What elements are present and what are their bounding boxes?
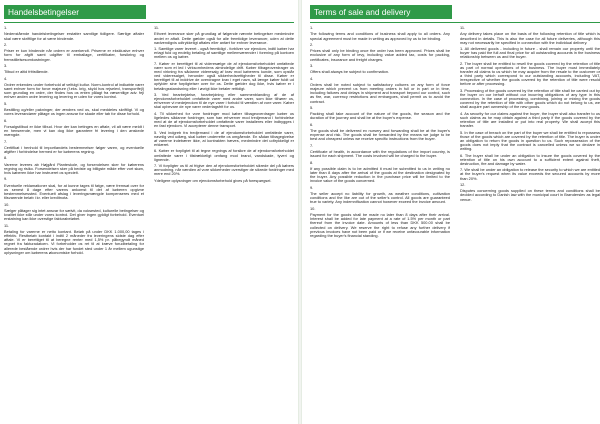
paragraph: Packing shall take account of the nature of the goods, the season and the duration of the journey and shall be at the buyer's expense.: [310, 111, 450, 121]
paragraph: 1. All delivered goods - including in future - shall remain our property until the buyer has paid the full and final price for all outstanding accounts in the business relationship between us and the buyer.: [460, 46, 600, 60]
paragraph: 10.: [310, 205, 316, 211]
paragraph: 7.: [310, 142, 314, 148]
paragraph: Orders shall be noted subject to satisfactory cultures on any form of force majeure which prevent us from meeting orders in full or in part or in time, including failures and delays in shipment and transport beyond our control, such as fire, war, currency restrictions and embargoes, shall permit us to avoid the contract.: [310, 81, 450, 104]
paragraph: 7. Køber er berettiget til at videresælge de af ejendomsforbeholdet omfattede varer som et led i virksomhedens almindelige drift. Køber tilbageoverdrager os med virkning fra sådanne videresalg af krav mod køberens kunde, som opstår ved videresalget, herunder også sikkerhedsrettigheder til disse. Køber er berettiget til at inddrive de overdragne krav i eget navn, så længe køber fuldt ud opfylder sine forpligtelser over for os. Dette gælder dog ikke, hvis køber er i betalingsstandsning eller i øvrigt ikke betaler rettidigt.: [154, 60, 294, 91]
page-title: Terms of sale and delivery: [314, 7, 411, 17]
paragraph: 3.: [310, 62, 314, 68]
paragraph: 3.: [4, 62, 8, 68]
paragraph: Certifikat i henhold til importlandets bestemmelser følger varen, og eventuelle afgifter i forbindelse hermed er for køberens regning.: [4, 144, 144, 155]
paragraph: Varerne leveres ab Højgård Planteskole, og forsendelsen sker for køberens regning og risiko. Forsendelsen sker på bedste og billigste måde efter vort skøn, hvis køberen ikke har instrueret os specielt.: [4, 161, 144, 176]
paragraph: Any delivery takes place on the basis of the following retention of title which is described in details. This is also the case for all future deliveries, although this may not necessarily be specified in connection with the individual delivery.: [460, 31, 600, 45]
paragraph: 7.: [4, 138, 8, 144]
paragraph: 7. Vi forpligter os til at frigive den af ejendomsforbeholdet sikrede del på købers anmodning, når værdien af vore sikkerheder overstiger de sikrede fordringer med mere end 20%.: [154, 163, 294, 177]
paragraph: Sælger påtager sig intet ansvar for sælvit, da voksested, kulturelle betingelser og kvalitet ikke står under vores kontrol. Det giver ingen gyldigt forbehold. Eventuel erstatning kan ikke overstige fakturabeløbet.: [4, 207, 144, 222]
paragraph: Ethvert leverance sker på grundlag af følgende nævnte betingelser medmindre andet er aftalt. Dette gælder også for alle fremtidige leverancer, uden at dette nødvendigvis udtrykkeligt aftales eller anført for enhver leverance.: [154, 31, 294, 45]
paragraph: 4. Til sikkerhed for vore fordringer mod køber tilbageoverdrager køber os ligeledes sådanne fordringer, som han erhverver mod tredjemand i forbindelse med at de af ejendomsforbeholdet omfattede varer installeres eller indbygges i en fast ejendom. Vi accepterer denne transport.: [154, 110, 294, 129]
paragraph: 4.: [4, 75, 8, 81]
paragraph: 10.: [4, 201, 10, 207]
paragraph: 4.: [310, 75, 314, 81]
paragraph: 3. Processing of the goods covered by the retention of title shall be carried out by the buyer on our behalf without our incurring obligations of any type in this connection. In the case of processing, combining, joining or mixing the goods covered by the retention of title with other goods which do not belong to us, we shall acquire part ownership of the new goods.: [460, 87, 600, 110]
paragraph: Tilbud er altid frittstående.: [4, 69, 49, 75]
paragraph: 1.: [310, 26, 314, 30]
paragraph: 5. In the case of breach on the part of the buyer we shall be entitled to repossess those of the goods which are covered by the retention of title. The buyer is under an obligation to return the goods in question to us. Such repossession of the goods does not imply that the contract is cancelled unless we so declare in writing.: [460, 129, 600, 152]
paragraph: 4. As security for our claims against the buyer, the buyer shall also transfer to us such claims as he may obtain against a third party if the goods covered by the retention of title are installed or put into real property. We shall accept this transfer.: [460, 110, 600, 129]
paragraph: 9.: [4, 176, 8, 182]
paragraph: Bestilling og/eller pakninger, der ændres ved os, skal meddeles skriftligt. Vi og vores leverandører påtage os ingen ansvar for skade eller tab for disse forhold.: [4, 107, 144, 117]
paragraph: Ordrer erkendes under forbehold af velfulgt kultur. Norm-kontrol af indkøbte varer samt enhver form for force majeure (f.eks. krig, skyld hos rejselevl, transportfejl) som grundlag en ordre, der findes hos os enten pålagt fra væsentlige adv. fejl enhver anden ordre levering og levering er uden for vores kontrol.: [4, 81, 144, 100]
paragraph: The following terms and conditions of business shall apply to all orders. Any special agreement must be made in writing as approved by us to be binding.: [310, 31, 450, 41]
paragraph: 8.: [4, 155, 8, 161]
page-title-bar: [310, 5, 452, 19]
header-rule: [310, 22, 600, 23]
paragraph: The seller accept no liability for growth, as weather conditions, cultivation conditions and the like are out of the seller's control. All goods are guaranteed true to variety. Any indemnification cannot however exceed the invoice amount.: [310, 191, 450, 205]
paragraph: If any possible claim is to be admitted it must be submitted to us in writing no later than 8 days after the arrival of the goods at the destination designated by the buyer. Any possible reduction in the purchase price will be limited to the invoice value of the goods concerned.: [310, 165, 450, 184]
text-column-left: [310, 26, 450, 420]
paragraph: 2.: [310, 41, 314, 47]
paragraph: Payment for the goods shall be made no later than 8 days after their arrival. Interest shall be added for late payment at a rate of 1.5% per month or part thereof from the invoice date. Amounts of less than DKK 500.00 shall be collected on delivery. We reserve the right to refuse any further delivery if previous invoices have not been paid or if we receive unfavourable information regarding the buyer's financial standing.: [310, 212, 450, 238]
paragraph: 2.: [4, 41, 8, 47]
paragraph: The goods shall be delivered ex nursery and forwarding shall be at the buyer's expense and risk. The goods shall be forwarded by the means we judge to be best and cheapest unless we receive specific instructions from the buyer.: [310, 128, 450, 142]
paragraph: Priser er kun bindende når ordren er anerkendt. Priserne er eksklusive enhver form for afgift samt udgifter til emballage, certifikater, forsikring og fremstillelsesomkostninger.: [4, 48, 144, 62]
danish-terms-page: [0, 0, 298, 424]
paragraph: 11.: [4, 222, 10, 228]
paragraph: 12.: [460, 181, 466, 187]
header-rule: [4, 22, 294, 23]
paragraph: 7. We shall be under an obligation to release the security to which we are entitled at the buyer's request when its value exceeds the secured accounts by more than 20%.: [460, 167, 600, 181]
paragraph: 1. Samtlige varer leveret - også fremtidigt - forbliver vor ejendom, indtil køber har erlagt fuld og endelig betaling af samtlige mellemværender i forening på kontoen mellem os og køber.: [154, 46, 294, 60]
page-title-bar: [4, 5, 146, 19]
paragraph: 9.: [310, 184, 314, 190]
paragraph: 11.: [154, 26, 160, 30]
paragraph: 8.: [310, 159, 314, 165]
paragraph: 1.: [4, 26, 8, 30]
paragraph: Ydeligere oplysninger om ejendomsforbehold gives på forespørgsel.: [154, 177, 272, 183]
paragraph: 5.: [310, 104, 314, 110]
paragraph: Eventuelle reklamationer skal, for at kunne tages til følge, være fremsat over for os senest 8 dage efter varens ankomst til det af køberen opgivne bestemmelsessted. Eventuelt afslag i leveringsmængde kompenseres med et tilsvarende beløb i kr. eller kreditnota.: [4, 182, 144, 201]
paragraph: Disputes concerning goods supplied on these terms and conditions shall be decided according to Danish law with the municipal court in Brønderslev as legal venue.: [460, 188, 600, 202]
text-column-right: [460, 26, 600, 420]
paragraph: 6.: [4, 117, 8, 123]
paragraph: Forsalgstilbud er ikke tilbud. Hvor der kan betinges en aftale, vil alt være meldt i en henseende, men vi kan dog ikke garantere fri levering i den ønskede mængde.: [4, 123, 144, 138]
paragraph: 5.: [4, 100, 8, 106]
text-column-right: [154, 26, 294, 420]
paragraph: 2. The buyer shall be entitled to resell the goods covered by the retention of title as part of normal operations of the business. The buyer must immediately transfer all claims to us which he may acquire from the resale to the customer or a third party which correspond to our outstanding accounts, including VAT, irrespective of whether the goods covered by the retention of title were resold before or after processing.: [460, 60, 600, 87]
paragraph: Certificate of health, in accordance with the regulations of the import country, is issued for each shipment. The costs involved will be charged to the buyer.: [310, 149, 450, 159]
english-terms-page: [302, 0, 600, 424]
paragraph: 3. Ved bearbejdelse, forarbejdning eller sammenblanding af de af ejendomsforbeholdet omfattede varer med andre varer, som ikke tilhører os, erhverver vi medejendom til de nye varer i forhold til værdien af vore varer. Køber skal opbevare de nye varer vederlagsfrit for os.: [154, 91, 294, 110]
page-title: Handelsbetingelser: [8, 7, 80, 17]
paragraph: Offers shall always be subject to confirmation.: [310, 69, 390, 75]
paragraph: 5. Ved indgreb fra tredjemand i de af ejendomsforbeholdet omfattede varer, navnlig ved udlæg, skal køber underrette os omgående. En sådan tilbagegivelse af varerne indebærer ikke, at kontrakten hæves, medmindre det udtrykkeligt er erklæret.: [154, 129, 294, 148]
paragraph: 11.: [460, 26, 466, 30]
paragraph: 6. The buyer shall be under an obligation to insure the goods covered by the retention of title on his own account to a sufficient extent against theft, destruction, fire and damage by water.: [460, 152, 600, 166]
paragraph: Nedenstående handelsbetingelser erstatter samtlige tidligere. Særlige aftaler skal være skriftlige for at være bindende.: [4, 31, 144, 41]
paragraph: 6. Køber er forpligtet til at tegne regnings af forsikre de af ejendomsforbeholdet omfattede varer i tilstrækkeligt omfang mod brand, vandskade, tyveri og lignende.: [154, 148, 294, 162]
text-column-left: [4, 26, 144, 420]
paragraph: Prices shall only be binding once the order has been approved. Prices shall be exclusive of any form of levy, including value added tax, costs for packing, certificates, insurance and freight charges.: [310, 48, 450, 62]
paragraph: Betaling for varerne er netto kontant. Beløb på under DKK 1.000,00 tages i effektiv. Restbeløb kontakt i indtil 2 måneder fra leveringens sidste dag efter aftale. Vi er berettiget til at beregne renter med 1,5% pr. påbegyndt måned regnet fra fakturadatoen. Vi forbeholder os ret til at kræve forudbetaling for allerede bestående ordrer hvis der har fundet sted under 1 år mellem ugunstige oplysninger om køberens økonomiske forhold.: [4, 228, 144, 255]
paragraph: 6.: [310, 121, 314, 127]
